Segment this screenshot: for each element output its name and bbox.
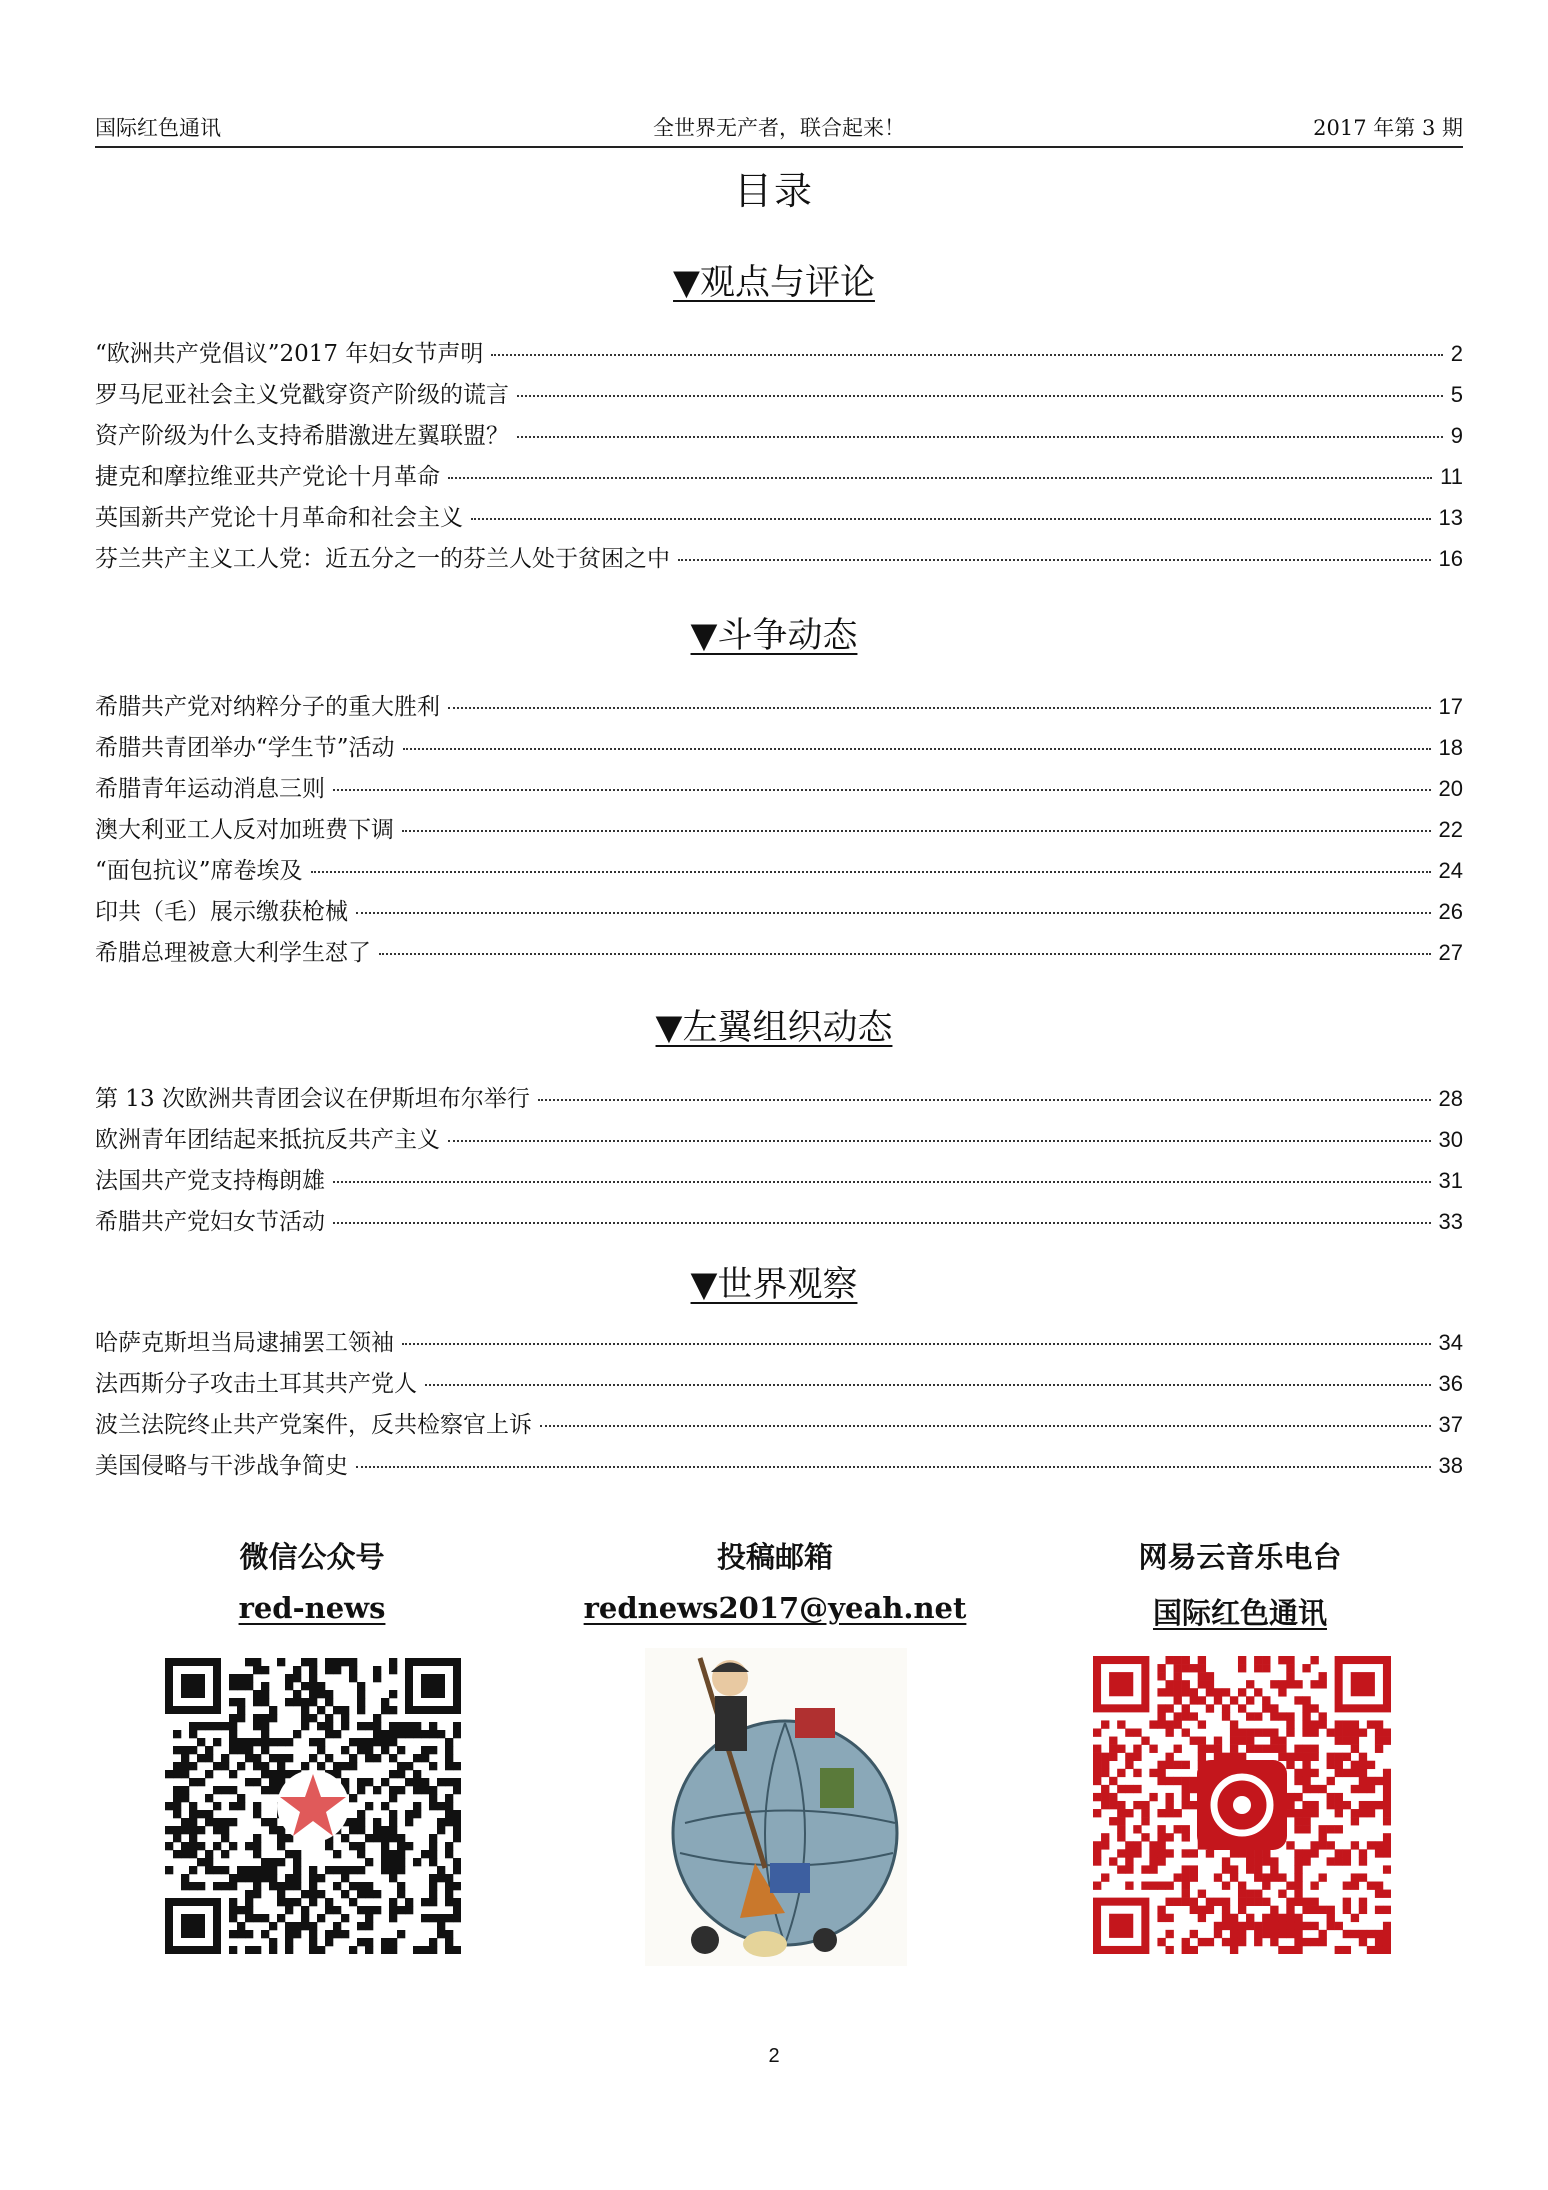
toc-section-viewpoints bbox=[95, 335, 1463, 581]
toc-entry[interactable]: 希腊共产党妇女节活动 33 bbox=[95, 1209, 1463, 1235]
toc-entry[interactable]: 波兰法院终止共产党案件，反共检察官上诉 37 bbox=[95, 1412, 1463, 1438]
radio-name-link[interactable]: 国际红色通讯 bbox=[1152, 1596, 1327, 1630]
section-title-viewpoints: ▼观点与评论 bbox=[673, 263, 875, 303]
toc-entry[interactable]: 美国侵略与干涉战争简史 38 bbox=[95, 1453, 1463, 1479]
wechat-account-link[interactable]: red-news bbox=[238, 1591, 386, 1625]
toc-entry[interactable]: 印共（毛）展示缴获枪械 26 bbox=[95, 899, 1463, 925]
toc-entry[interactable]: 希腊共产党对纳粹分子的重大胜利 17 bbox=[95, 694, 1463, 720]
toc-entry[interactable]: 哈萨克斯坦当局逮捕罢工领袖 34 bbox=[95, 1330, 1463, 1356]
radio-heading: 网易云音乐电台 bbox=[1138, 1540, 1342, 1574]
toc-entry[interactable]: 资产阶级为什么支持希腊激进左翼联盟？ 9 bbox=[95, 423, 1463, 449]
toc-entry[interactable]: 希腊总理被意大利学生怼了 27 bbox=[95, 940, 1463, 966]
toc-entry[interactable]: 芬兰共产主义工人党：近五分之一的芬兰人处于贫困之中 16 bbox=[95, 546, 1463, 572]
header-slogan: 全世界无产者，联合起来！ bbox=[653, 116, 905, 140]
section-title-struggles: ▼斗争动态 bbox=[690, 616, 858, 656]
toc-entry[interactable]: 英国新共产党论十月革命和社会主义 13 bbox=[95, 505, 1463, 531]
toc-section-left-orgs bbox=[95, 1080, 1463, 1244]
wechat-heading: 微信公众号 bbox=[239, 1540, 385, 1574]
toc-section-world bbox=[95, 1324, 1463, 1488]
toc-entry[interactable]: 澳大利亚工人反对加班费下调 22 bbox=[95, 817, 1463, 843]
toc-entry[interactable]: 希腊青年运动消息三则 20 bbox=[95, 776, 1463, 802]
cartoon-illustration bbox=[645, 1648, 907, 1966]
toc-entry[interactable]: 罗马尼亚社会主义党戳穿资产阶级的谎言 5 bbox=[95, 382, 1463, 408]
page-title: 目录 bbox=[733, 169, 814, 213]
page-number: 2 bbox=[768, 2045, 780, 2067]
footer-wechat bbox=[112, 1535, 512, 1647]
section-title-left-orgs: ▼左翼组织动态 bbox=[655, 1008, 893, 1048]
section-title-world: ▼世界观察 bbox=[690, 1265, 858, 1305]
toc-section-struggles bbox=[95, 688, 1463, 975]
footer-email bbox=[575, 1535, 975, 1647]
email-address-link[interactable]: rednews2017@yeah.net bbox=[583, 1591, 967, 1625]
toc-entry[interactable]: 第 13 次欧洲共青团会议在伊斯坦布尔举行 28 bbox=[95, 1086, 1463, 1112]
email-heading: 投稿邮箱 bbox=[716, 1540, 833, 1574]
page-header bbox=[95, 108, 1463, 148]
toc-entry[interactable]: “面包抗议”席卷埃及 24 bbox=[95, 858, 1463, 884]
toc-entry[interactable]: 欧洲青年团结起来抵抗反共产主义 30 bbox=[95, 1127, 1463, 1153]
toc-entry[interactable]: 希腊共青团举办“学生节”活动 18 bbox=[95, 735, 1463, 761]
header-publication: 国际红色通讯 bbox=[95, 116, 221, 140]
wechat-qr-code[interactable] bbox=[165, 1658, 461, 1954]
header-issue: 2017 年第 3 期 bbox=[1313, 116, 1463, 140]
toc-entry[interactable]: 法西斯分子攻击土耳其共产党人 36 bbox=[95, 1371, 1463, 1397]
toc-entry[interactable]: 捷克和摩拉维亚共产党论十月革命 11 bbox=[95, 464, 1463, 490]
toc-entry[interactable]: 法国共产党支持梅朗雄 31 bbox=[95, 1168, 1463, 1194]
footer-radio bbox=[1040, 1535, 1440, 1647]
netease-radio-qr-code[interactable] bbox=[1093, 1656, 1391, 1954]
toc-entry[interactable]: “欧洲共产党倡议”2017 年妇女节声明 2 bbox=[95, 341, 1463, 367]
